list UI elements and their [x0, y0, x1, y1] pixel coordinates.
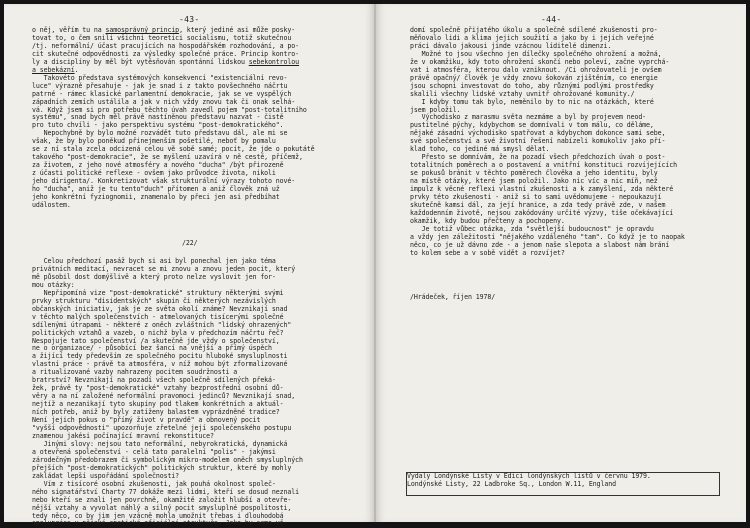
- text-block: o něj, věřím tu na samosprávný princip, který jediné asi může posky- tovat to, o čem snili všichni teoretici socialismu, totiž skutečnou /tj. neformální/ účast pracujících na hospodářském rozhodování, a po- cit skutečné odpovědnosti za výsledky společné práce. Princip kontro- ly a disciplíny by měl být vytěsňován spontánní lidskou sebekontrolou a sebekázní. Takovéto představa systémových konsekvencí "existenciální revo- luce" výrazně přesahuje - jak je snad i z takto povšechného náčrtu patrné - rámec klasické parlamentní demokracie, jak se ve vyspělých západních zemích ustálila a jak v nich vždy znovu tak či onak selhá- vá. Když jsem si pro potřebu těchto úvah zavedl pojem "post-totalitního systému", snad bych měl právě nastíněnou představu nazvat - čistě pro tuto chvíli - jako perspektivu systému "post-demokratického". Nepochybně by bylo možné rozvádět tuto představu dál, ale mi se však, že by bylo poněkud přinejmenším pošetilé, neboť by pomalu se z ní stala zcela odcizená celou vě sobě samé; pocit, že jde o pokutátě takového "post-demokracie", že se myšlení uzavírá v ně cestě, příčemž, za životem, z jeho nové atmosféry a nového "ducha" /být přirozeně z účasti politické reflexe - ovšem jako průvodce života, nikoli jeho dirigenta/. Konkretizovat však strukturální výrazy tohoto nové- ho "ducha", aniž je tu tento"duch" přítomen a aniž člověk zná už jeho konkrétní fyziognomii, znamenalo by přeci jen asi předbíhat událostem.: [32, 26, 315, 209]
- colophon-text: Vydaly Londýnské Listy v Edici londýnských listů v červnu 1979. Londýnské Listy, 22 Ladbroke Sq., London W.11, England: [407, 472, 651, 488]
- underlined-phrase: samosprávný princip: [105, 26, 180, 34]
- underlined-phrase: a sebekázní: [32, 65, 75, 74]
- colophon-box: [406, 472, 720, 496]
- text-block: Celou předchozí pasáž bych si asi byl ponechal jen jako téma privátních meditací, nevracet se mi znovu a znovu jeden pocit, který mě působil dost domýšlivě a který proto nelze vyslovit jen for- mou otázky: Nepřipomíná vize "post-demokratické" struktury některými svými prvky strukturu "disidentských" skupin či některých nezávislých občanských iniciativ, jak je ze světa okolí známe? Nevznikají snad v těchto malých společenstvích - atmelovaných tisícerými společné sdílenými útrapami - některé z oněch zvláštních "lidský ohrazených" politických vztahů a vazeb, o nichž byla v předchozím náčrtu řeč? Nespojuje tato společenství /a skutečně jde vždy o společenství, ne o organizace/ - působící bez šancí na vnější a přímý úspěch a žijící tedy především ze společného pocitu hluboké smysluplnosti vlastní práce - právě ta atmosféra, v níž mohou být zformalizované a ritualizované vazby nahrazeny pocitem soudržnosti a bratrství? Nevznikají na pozadí všech společně sdílených překá- žek, právě ty "post-demokratické" vztahy bezprostřední osobní dů- věry a na ní založené neformální pravomoci jedinců? Nevznikají snad, nejtíž a nezanikají tyto skupiny pod tlakem konkrétních a aktuál- ních potřeb, aniž by byly zatíženy balastem vyprázdněné tradice? Není jejich pokus o "přímý život v pravdě" a obnovený pocit "vyšší odpovědnosti" upozorňuje zřetelné její společenského postupu znamenou jakési počínající mravní rekonstituce? Jinými slovy: nejsou tato neformální, nebyrokratická, dynamická a otevřená společenství - celá tato paralelní "polis" - jakýmsi zárodečným předobrazem či symbolickým mikro-modelem oněch smysluplných přejších "post-demokratických" politických struktur, které by mohly zakládat lepší uspořádání společnosti? Vím z tisícoré osobní zkušenosti, jak pouhá okolnost společ- ného signatářství Charty 77 dokáže mezi lidmi, kteří se dosud neznali nebo kteří se znali jen povrchně, okamžitě založit hlubší a otevře- nější vztahy a vyvolat náhlý a silný pocit smysluplné pospolitosti, tedy něco, co by jim jen vzácně mohla umožnit třebas i dlouhodobá spolupráce v nějaké apatické oficiální struktuře. Jako by samo vě-: [32, 257, 303, 528]
- page-number: -44-: [541, 15, 562, 24]
- left-page: [4, 4, 374, 528]
- date-line: /Hrádeček, říjen 1978/: [410, 293, 496, 301]
- right-page: [376, 4, 746, 522]
- page-number: -43-: [179, 15, 200, 24]
- text-block: domí společně přijatého úkolu a společně sdílené zkušenosti pro- měňovalo lidi a klima jejich soužití a jako by i jejich veřejné práci dávalo jakousi jinde vzácnou líditelé dimenzi. Možné to jsou všechno jen dílečky společného ohrožení a možná, že v okamžiku, kdy toto ohrožení skončí nebo poleví, začne vyprchá- vat i atmosféra, kterou dalo vzniknout. /Ci ohrožovateli je ovšem právě opačný/ člověk je vždy znovu šokován zjištěním, co energie jsou schopni investovat do toho, aby různými podlými prostředky skalili všechny lidské vztahy uvnitř ohrožované komunity./ I kdyby tomu tak bylo, neměnilo by to nic na otázkách, které jsem položil. Východisko z marasmu světa nezmáme a byl by projevem neod- pustitelné pýchy, kdybychom se domnívali v tom málu, co děláme, nějaké zásadní východisko spatřovat a kdybychom dokonce sami sebe, své společenství a své životní řešení nabízeli komukoliv jako pří- klad toho, co jediné má smysl dělat. Přesto se domnívám, že na pozadí všech předchozích úvah o post- totalitních poměrech a o postavení a vnitřní konstituci rozvíjejících se pokusů bránit v těchto poměrech člověka a jeho identitu, byly na místě otázky, které jsem položil. Jako nic víc a nic míň, než impulz k věcné reflexi vlastní zkušenosti a k zamyšlení, zda některé prvky této zkušenosti - aniž si to sami uvědomujeme - nepoukazují skutečně kamsi dál, za její hranice, a zda tedy právě zde, v našem každodenním životě, nejsou zakódovány určité výzvy, tiše očekávající okamžik, kdy budou přečteny a pochopeny. Je totiž vůbec otázka, zda "světlejší budoucnost" je opravdu a vždy jen záležitostí "nějakého vzdáleného "tam". Co když je to naopak něco, co je už dávno zde - a jenom naše slepota a slabost nám brání to kolem sebe a v sobě vidět a rozvíjet?: [410, 26, 685, 257]
- section-number: /22/: [182, 239, 198, 247]
- underlined-phrase: sebekontrolou: [248, 57, 300, 66]
- book-spread: [4, 4, 746, 528]
